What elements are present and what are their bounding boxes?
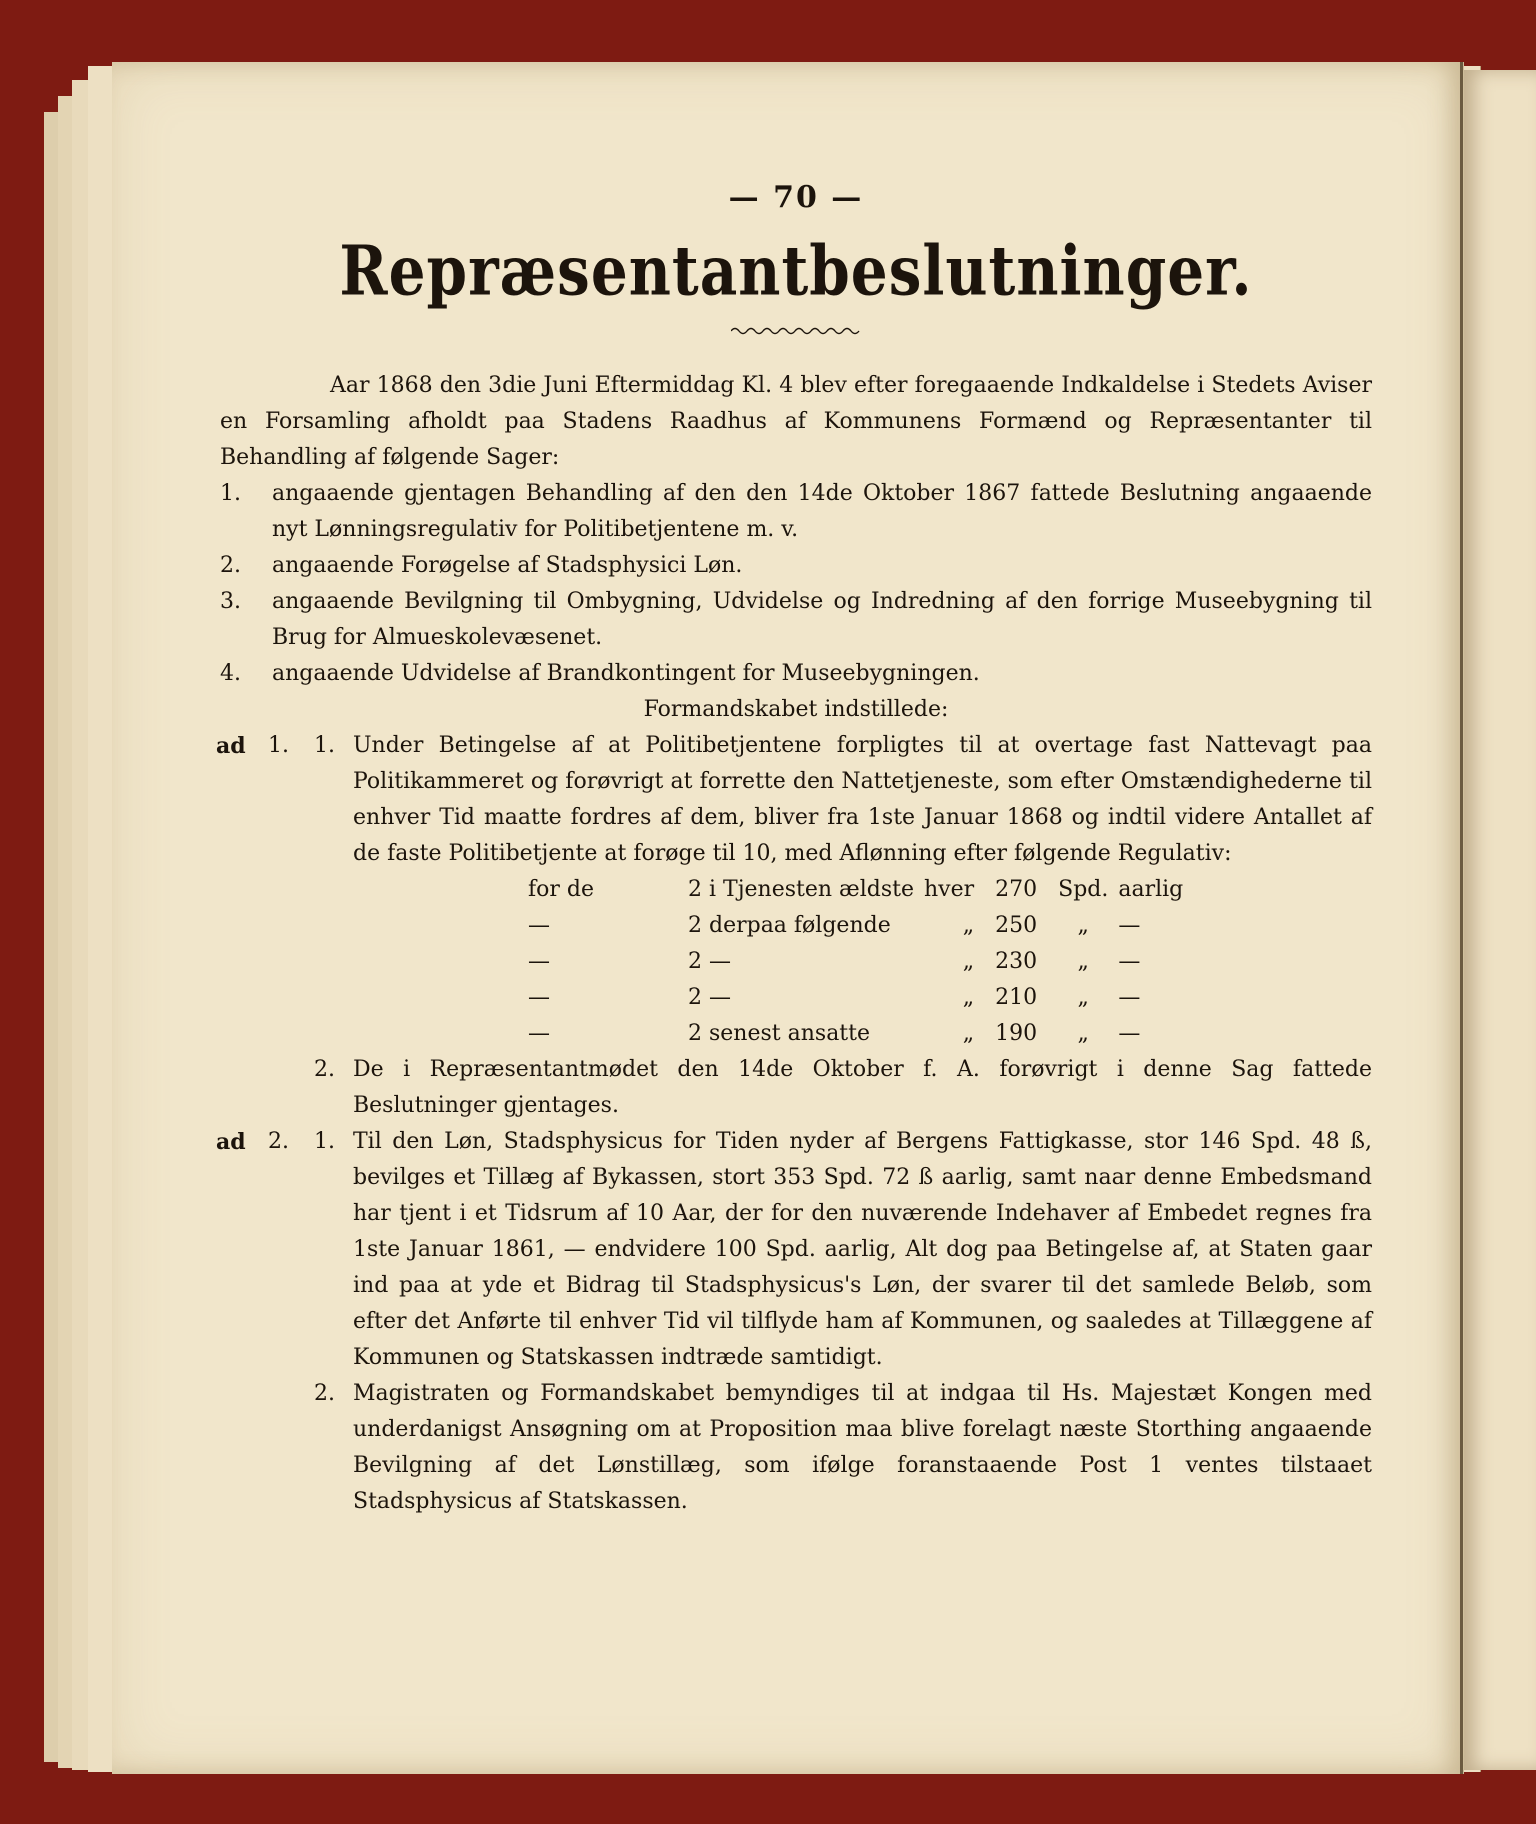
table-cell: — <box>1118 913 1141 938</box>
formandskab-heading: Formandskabet indstillede: <box>643 697 949 722</box>
table-cell: aarlig <box>1118 877 1184 902</box>
agenda-item-number: 3. <box>220 589 241 614</box>
item-number: 2. <box>314 1057 335 1082</box>
table-cell: — <box>528 949 550 974</box>
table-cell: 270 <box>995 877 1038 902</box>
table-cell: 210 <box>995 985 1038 1010</box>
table-cell: — <box>1118 985 1141 1010</box>
table-cell: „ <box>1077 949 1089 974</box>
table-cell: „ <box>962 1021 975 1046</box>
item-number: 1. <box>314 733 335 758</box>
item-number: 1. <box>314 1129 335 1154</box>
table-cell: 2 — <box>688 985 731 1010</box>
resolution-ad-2-item-2 <box>220 1376 1372 1520</box>
table-cell: — <box>528 913 550 938</box>
page-content <box>216 180 1372 1520</box>
ad-number: 1. <box>268 733 289 758</box>
table-cell: „ <box>962 949 975 974</box>
table-cell: — <box>1118 1021 1141 1046</box>
agenda-item-number: 4. <box>220 661 241 686</box>
table-row <box>528 872 1193 908</box>
table-row <box>528 944 1193 980</box>
table-cell: — <box>528 1021 550 1046</box>
ad-label: ad <box>216 1129 246 1155</box>
table-cell: „ <box>1077 985 1089 1010</box>
agenda-item <box>220 476 1372 548</box>
resolution-ad-1-item-2 <box>220 1052 1372 1124</box>
resolution-ad-1-item-1 <box>216 728 1372 872</box>
book-gutter <box>1460 62 1463 1774</box>
item-text: Til den Løn, Stadsphysicus for Tiden nyder af Bergens Fattigkasse, stor 146 Spd. 48 ß, bevilges et Tillæg af Bykassen, stort 353 Spd. 72 ß aarlig, samt naar denne Embedsmand har tjent i et Tidsrum af 10 Aar, der for den nuværende Indehaver af Embedet regnes fra 1ste Januar 1861, — endvidere 100 Spd. aarlig, Alt dog paa Betingelse af, at Staten gaar ind paa at yde et Bidrag til Stadsphysicus's Løn, der svarer til det samlede Beløb, som efter det Anførte til enhver Tid vil tilflyde ham af Kommunen, og saaledes at Tillæggene af Kommunen og Statskassen indtræde samtidigt. <box>353 1129 1372 1370</box>
page-title: Repræsentantbeslutninger. <box>339 230 1253 312</box>
table-cell: 2 — <box>688 949 731 974</box>
agenda-item <box>220 584 1372 656</box>
agenda-item-text: angaaende Udvidelse af Brandkontingent for Museebygningen. <box>272 661 980 686</box>
table-cell: „ <box>1077 913 1089 938</box>
table-cell: Spd. <box>1058 877 1109 902</box>
agenda-item-number: 2. <box>220 553 241 578</box>
table-cell: 2 senest ansatte <box>688 1021 871 1046</box>
ad-number: 2. <box>268 1129 289 1154</box>
table-cell: 250 <box>995 913 1038 938</box>
table-cell: 2 i Tjenesten ældste <box>688 877 914 902</box>
facing-page-edge <box>1462 70 1536 1770</box>
table-cell: 230 <box>995 949 1038 974</box>
salary-regulativ-table <box>528 872 1193 1052</box>
item-text: De i Repræsentantmødet den 14de Oktober f. A. forøvrigt i denne Sag fattede Beslutninger gjentages. <box>353 1057 1372 1118</box>
agenda-item-text: angaaende Bevilgning til Ombygning, Udvidelse og Indredning af den forrige Museebygning til Brug for Almueskolevæsenet. <box>272 589 1372 650</box>
item-text: Under Betingelse af at Politibetjentene forpligtes til at overtage fast Nattevagt paa Politikammeret og forøvrigt at forrette den Nattetjeneste, som efter Omstændighederne til enhver Tid maatte fordres af dem, bliver fra 1ste Januar 1868 og indtil videre Antallet af de faste Politibetjente at forøge til 10, med Aflønning efter følgende Regulativ: <box>353 733 1372 866</box>
page-number: — 70 — <box>728 180 864 215</box>
ornament-rule-icon <box>731 326 861 336</box>
agenda-item-number: 1. <box>220 481 241 506</box>
table-cell: for de <box>528 877 594 902</box>
table-cell: — <box>1118 949 1141 974</box>
item-text: Magistraten og Formandskabet bemyndiges til at indgaa til Hs. Majestæt Kongen med underdanigst Ansøgning om at Proposition maa blive forelagt næste Storthing angaaende Bevilgning af det Lønstillæg, som ifølge foranstaaende Post 1 ventes tilstaaet Stadsphysicus af Statskassen. <box>353 1381 1372 1514</box>
resolution-ad-2-item-1 <box>216 1124 1372 1376</box>
table-cell: „ <box>1077 1021 1089 1046</box>
table-row <box>528 908 1193 944</box>
ad-label: ad <box>216 733 246 759</box>
table-row <box>528 1016 1193 1052</box>
table-cell: 190 <box>995 1021 1038 1046</box>
agenda-item-text: angaaende gjentagen Behandling af den den 14de Oktober 1867 fattede Beslutning angaaende nyt Lønningsregulativ for Politibetjentene m. v. <box>272 481 1372 542</box>
table-cell: hver <box>923 877 975 902</box>
agenda-list <box>220 476 1372 692</box>
item-number: 2. <box>314 1381 335 1406</box>
table-cell: „ <box>962 985 975 1010</box>
table-row <box>528 980 1193 1016</box>
agenda-item-text: angaaende Forøgelse af Stadsphysici Løn. <box>272 553 743 578</box>
table-cell: „ <box>962 913 975 938</box>
agenda-item <box>220 548 1372 584</box>
table-cell: 2 derpaa følgende <box>688 913 891 938</box>
table-cell: — <box>528 985 550 1010</box>
intro-paragraph: Aar 1868 den 3die Juni Eftermiddag Kl. 4 blev efter foregaaende Indkaldelse i Stedets Aviser en Forsamling afholdt paa Stadens Raadhus af Kommunens Formænd og Repræsentanter til Behandling af følgende Sager: <box>220 373 1372 470</box>
agenda-item <box>220 656 1372 692</box>
